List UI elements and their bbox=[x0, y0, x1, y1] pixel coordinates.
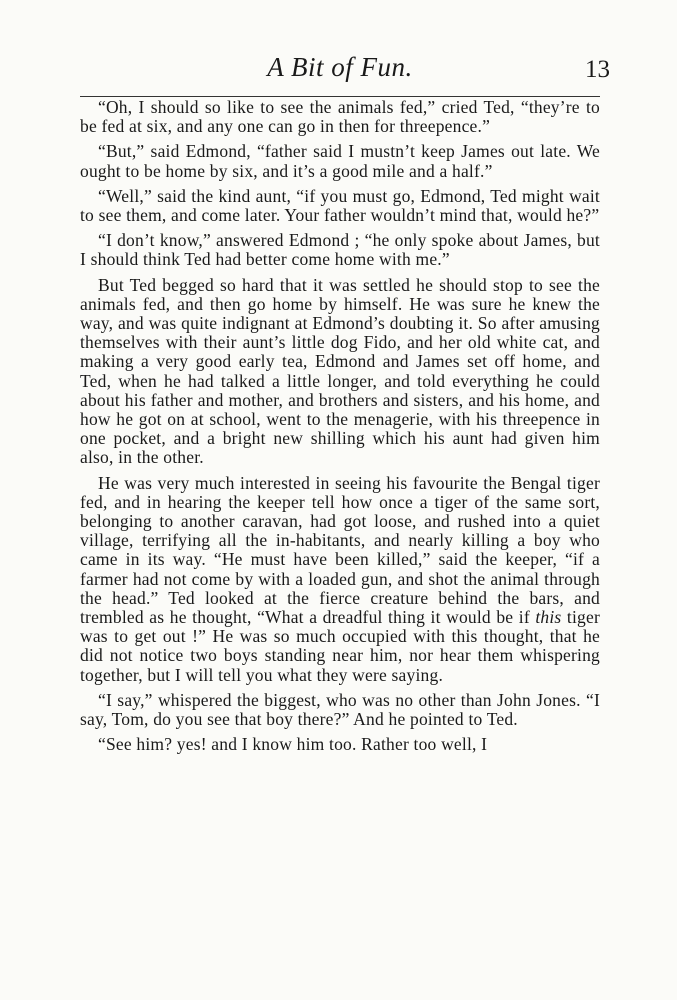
paragraph: “I don’t know,” answered Edmond ; “he only spoke about James, but I should think Ted had better come home with me.” bbox=[80, 230, 600, 270]
paragraph-text: He was very much interested in seeing his favourite the Bengal tiger fed, and in hearing the keeper tell how once a tiger of the same sort, belonging to another caravan, had got loose, and rushed into a quiet village, terrifying all the in-habitants, and nearly killing a boy who came in its way. “He must have been killed,” said the keeper, “if a farmer had not come by with a loaded gun, and shot the animal through the head.” Ted looked at the fierce creature behind the bars, and trembled as he thought, “What a dreadful thing it would be if bbox=[80, 472, 600, 628]
paragraph bbox=[80, 474, 600, 685]
paragraph: “Oh, I should so like to see the animals fed,” cried Ted, “they’re to be fed at six, and any one can go in then for threepence.” bbox=[80, 97, 600, 137]
running-title: A Bit of Fun. bbox=[267, 52, 413, 82]
body-text bbox=[80, 98, 600, 761]
paragraph: But Ted begged so hard that it was settled he should stop to see the animals fed, and then go home by himself. He was sure he knew the way, and was quite indignant at Edmond’s doubting it. So after amusing themselves with their aunt’s little dog Fido, and her old white cat, and making a very good early tea, Edmond and James set off home, and Ted, when he had talked a little longer, and told everything he could about his father and mother, and brothers and sisters, and his home, and how he got on at school, went to the menagerie, with his threepence in one pocket, and a bright new shilling which his aunt had given him also, in the other. bbox=[80, 274, 600, 468]
paragraph: “See him? yes! and I know him too. Rather too well, I bbox=[98, 734, 488, 755]
paragraph: “I say,” whispered the biggest, who was no other than John Jones. “I say, Tom, do you see that boy there?” And he pointed to Ted. bbox=[80, 689, 600, 730]
paragraph: “But,” said Edmond, “father said I mustn’t keep James out late. We ought to be home by six, and it’s a good mile and a half.” bbox=[80, 141, 600, 181]
page-header bbox=[70, 52, 610, 92]
page-number: 13 bbox=[585, 56, 610, 83]
paragraph: “Well,” said the kind aunt, “if you must go, Edmond, Ted might wait to see them, and come later. Your father wouldn’t mind that, would he?” bbox=[80, 185, 600, 226]
paragraph-text: tiger was to get out !” He was so much occupied with this thought, that he did not notice two boys standing near him, nor hear them whispering together, but I will tell you what they were saying. bbox=[80, 607, 600, 685]
emphasis-text: this bbox=[535, 607, 562, 628]
